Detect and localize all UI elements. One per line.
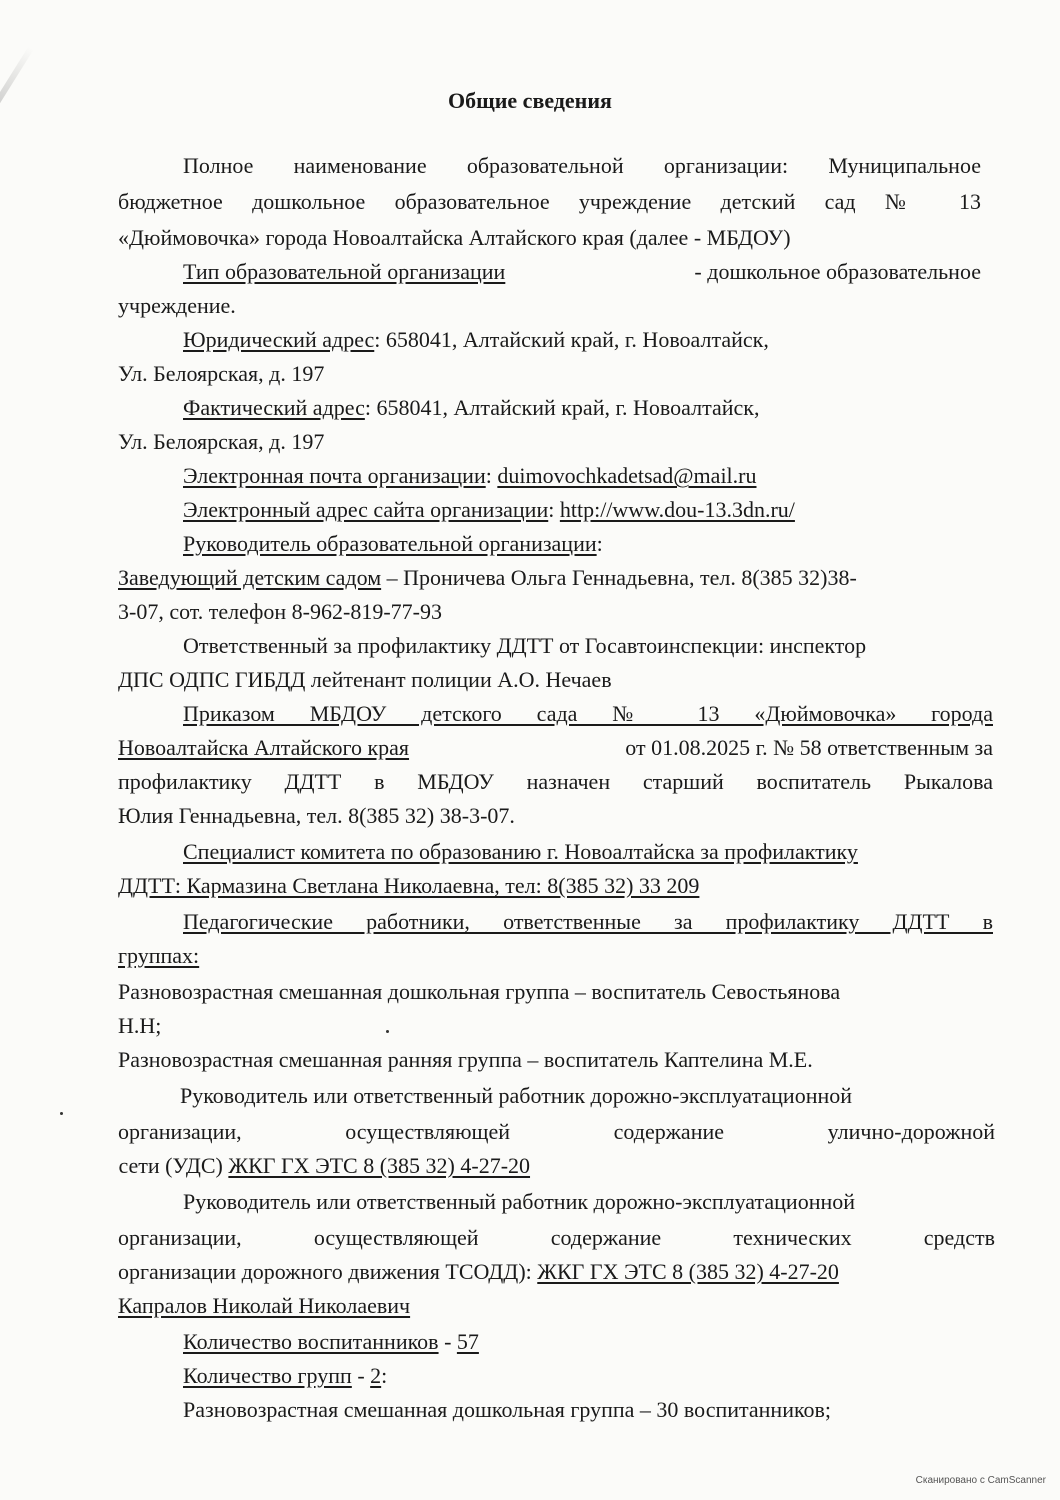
- org-type-line: [183, 258, 981, 286]
- scan-speck: [386, 1030, 389, 1033]
- head-phone-line: 3-07, сот. телефон 8-962-819-77-93: [118, 599, 442, 624]
- order-line-2: [118, 734, 993, 762]
- specialist-line-2: ДДТТ: Кармазина Светлана Николаевна, тел: 8(385 32) 33 209: [118, 873, 700, 898]
- legal-address-label: Юридический адрес: [183, 327, 375, 352]
- page-title: Общие сведения: [448, 88, 612, 113]
- head-heading-line: [183, 530, 603, 558]
- order-city: Новоалтайска Алтайского края: [118, 735, 410, 760]
- full-name-line-2: бюджетное дошкольное образовательное учреждение детский сад № 13: [118, 189, 981, 214]
- uds-line-2: организации, осуществляющей содержание улично-дорожной: [118, 1119, 995, 1144]
- police-line-2: ДПС ОДПС ГИБДД лейтенант полиции А.О. Нечаев: [118, 667, 612, 692]
- police-line-1: Ответственный за профилактику ДДТТ от Госавтоинспекции: инспектор: [183, 633, 867, 658]
- legal-address-street: Ул. Белоярская, д. 197: [118, 361, 325, 386]
- uds-line-1: Руководитель или ответственный работник дорожно-эксплуатационной: [180, 1083, 853, 1108]
- group-2-teacher: Разновозрастная смешанная ранняя группа – воспитатель Каптелина М.Е.: [118, 1047, 813, 1072]
- groups-count-end: :: [381, 1363, 388, 1388]
- website-line: [183, 496, 795, 524]
- email-label: Электронная почта организации: [183, 463, 486, 488]
- full-name-line-1: Полное наименование образовательной организации: Муниципальное: [183, 153, 981, 178]
- order-line-3: профилактику ДДТТ в МБДОУ назначен старший воспитатель Рыкалова: [118, 769, 993, 794]
- tsodd-line-2: организации, осуществляющей содержание технических средств: [118, 1225, 995, 1250]
- tsodd-prefix: организации дорожного движения ТСОДД):: [118, 1259, 538, 1284]
- teachers-line-2: группах:: [118, 943, 200, 968]
- groups-count-value: 2: [370, 1363, 382, 1388]
- pupils-count-label: Количество воспитанников: [183, 1329, 439, 1354]
- groups-count-line: [183, 1362, 387, 1390]
- pupils-count-line: [183, 1328, 479, 1356]
- groups-count-sep: -: [351, 1363, 371, 1388]
- head-details: – Проничева Ольга Геннадьевна, тел. 8(385 32)38-: [381, 565, 857, 590]
- tsodd-person: Капралов Николай Николаевич: [118, 1293, 411, 1318]
- org-type-line-2: учреждение.: [118, 293, 236, 318]
- org-type-value: - дошкольное образовательное: [688, 259, 981, 284]
- email-line: [183, 462, 757, 490]
- legal-address-value: : 658041, Алтайский край, г. Новоалтайск,: [374, 327, 769, 352]
- groups-count-label: Количество групп: [183, 1363, 352, 1388]
- actual-address-street: Ул. Белоярская, д. 197: [118, 429, 325, 454]
- specialist-line-1: Специалист комитета по образованию г. Новоалтайска за профилактику: [183, 839, 858, 864]
- scan-speck-2: [60, 1112, 63, 1115]
- pupils-count-sep: -: [438, 1329, 457, 1354]
- website-label: Электронный адрес сайта организации: [183, 497, 549, 522]
- tsodd-line-1: Руководитель или ответственный работник дорожно-эксплуатационной: [183, 1189, 856, 1214]
- tsodd-contact: ЖКГ ГХ ЭТС 8 (385 32) 4-27-20: [537, 1259, 839, 1284]
- org-type-label: Тип образовательной организации: [183, 259, 506, 284]
- group-1-teacher-cont: Н.Н;: [118, 1013, 162, 1038]
- head-role: Заведующий детским садом: [118, 565, 382, 590]
- order-line-4: Юлия Геннадьевна, тел. 8(385 32) 38-3-07.: [118, 803, 515, 828]
- group-1-count: Разновозрастная смешанная дошкольная группа – 30 воспитанников;: [183, 1397, 832, 1422]
- uds-contact: ЖКГ ГХ ЭТС 8 (385 32) 4-27-20: [228, 1153, 531, 1178]
- full-name-line-3: «Дюймовочка» города Новоалтайска Алтайского края (далее - МБДОУ): [118, 225, 791, 250]
- head-label: Руководитель образовательной организации: [183, 531, 597, 556]
- uds-prefix: сети (УДС): [113, 1153, 229, 1178]
- order-details: от 01.08.2025 г. № 58 ответственным за: [619, 735, 993, 760]
- uds-line-3: [113, 1152, 530, 1180]
- email-sep: :: [485, 463, 498, 488]
- actual-address-value: : 658041, Алтайский край, г. Новоалтайск,: [364, 395, 760, 420]
- actual-address-line: [183, 394, 759, 422]
- legal-address-line: [183, 326, 769, 354]
- head-sep: :: [596, 531, 603, 556]
- email-value[interactable]: duimovochkadetsad@mail.ru: [497, 463, 757, 488]
- group-1-teacher: Разновозрастная смешанная дошкольная группа – воспитатель Севостьянова: [118, 979, 841, 1004]
- website-sep: :: [548, 497, 560, 522]
- tsodd-line-3: [118, 1258, 839, 1286]
- website-value[interactable]: http://www.dou-13.3dn.ru/: [559, 497, 795, 522]
- teachers-line-1: Педагогические работники, ответственные за профилактику ДДТТ в: [183, 909, 993, 934]
- actual-address-label: Фактический адрес: [183, 395, 365, 420]
- head-line: [118, 564, 857, 592]
- pupils-count-value: 57: [456, 1329, 479, 1354]
- order-line-1: Приказом МБДОУ детского сада № 13 «Дюймовочка» города: [183, 701, 993, 726]
- scanner-watermark: Сканировано с CamScanner: [915, 1475, 1046, 1486]
